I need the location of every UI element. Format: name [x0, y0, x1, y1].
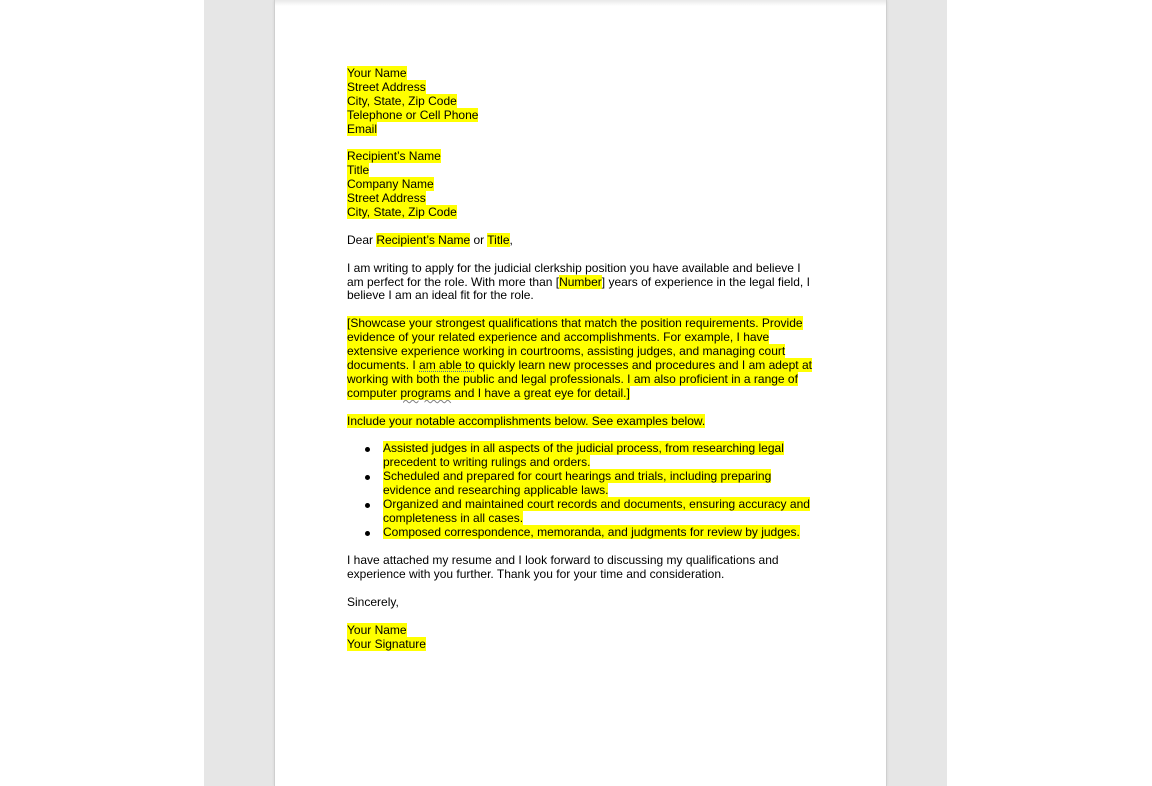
- sender-name: Your Name: [347, 66, 407, 80]
- bullet-line: precedent to writing rulings and orders.: [383, 455, 591, 470]
- accomplishments-intro-text: Include your notable accomplishments below. See examples below.: [347, 413, 706, 428]
- spelling-suggestion-programs[interactable]: programs: [400, 385, 452, 400]
- bullet-line: Organized and maintained court records and documents, ensuring accuracy and: [383, 497, 810, 512]
- bullet-line: Assisted judges in all aspects of the judicial process, from researching legal: [383, 441, 784, 456]
- salutation-title: Title: [487, 232, 510, 247]
- letter-content: [347, 67, 817, 665]
- sender-city-state-zip: City, State, Zip Code: [347, 93, 457, 108]
- showcase-line: extensive experience working in courtrooms, assisting judges, and managing court: [347, 344, 786, 359]
- grammar-suggestion-am-able-to[interactable]: am able to: [419, 357, 476, 372]
- showcase-line: working with both the public and legal professionals. I am also proficient in a range of: [347, 371, 798, 386]
- accomplishments-intro: [347, 415, 817, 429]
- intro-line: I am writing to apply for the judicial clerkship position you have available and believe I: [347, 260, 801, 275]
- recipient-name: Recipient’s Name: [347, 149, 441, 164]
- showcase-line-a: documents. I: [347, 357, 420, 372]
- showcase-line-b: quickly learn new processes and procedures and I am adept at: [475, 357, 812, 372]
- intro-line: believe I am an ideal fit for the role.: [347, 288, 534, 303]
- recipient-title: Title: [347, 163, 370, 178]
- intro-line-text: ] years of experience in the legal field, I: [601, 274, 810, 289]
- showcase-line: evidence of your related experience and accomplishments. For example, I have: [347, 330, 770, 345]
- sender-block: [347, 67, 817, 137]
- list-item: [347, 498, 817, 526]
- bullet-line: completeness in all cases.: [383, 511, 524, 526]
- showcase-line-a: computer: [347, 385, 401, 400]
- list-item: [347, 442, 817, 470]
- signature-block: [347, 624, 817, 652]
- signoff-text: Sincerely,: [347, 594, 399, 609]
- document-page[interactable]: [274, 0, 887, 786]
- recipient-street: Street Address: [347, 191, 426, 206]
- signature-line: Your Signature: [347, 636, 426, 651]
- bullet-line: Scheduled and prepared for court hearings and trials, including preparing: [383, 469, 772, 484]
- bullet-icon: [365, 447, 370, 452]
- salutation-or: or: [470, 232, 488, 247]
- sender-street: Street Address: [347, 79, 426, 94]
- closing-paragraph: [347, 554, 817, 582]
- bullet-icon: [365, 531, 370, 536]
- list-item: [347, 526, 817, 540]
- signature-name: Your Name: [347, 622, 407, 637]
- showcase-line-b: and I have a great eye for detail.]: [451, 385, 630, 400]
- bullet-line: Composed correspondence, memoranda, and judgments for review by judges.: [383, 525, 800, 540]
- sender-phone: Telephone or Cell Phone: [347, 107, 479, 122]
- salutation-suffix: ,: [509, 232, 513, 247]
- years-number-placeholder: Number: [559, 274, 602, 289]
- closing-line: I have attached my resume and I look forward to discussing my qualifications and: [347, 553, 779, 568]
- intro-paragraph: [347, 262, 817, 304]
- recipient-block: [347, 150, 817, 220]
- page-top-shadow: [275, 0, 886, 6]
- salutation-recipient-name: Recipient’s Name: [376, 232, 471, 247]
- showcase-paragraph: [347, 317, 817, 400]
- bullet-icon: [365, 475, 370, 480]
- signoff: [347, 596, 817, 610]
- salutation: [347, 234, 817, 248]
- bullet-line: evidence and researching applicable laws.: [383, 483, 609, 498]
- list-item: [347, 470, 817, 498]
- closing-line: experience with you further. Thank you for your time and consideration.: [347, 567, 725, 582]
- showcase-line: [Showcase your strongest qualifications that match the position requirements. Provide: [347, 316, 803, 331]
- intro-line-text: am perfect for the role. With more than [: [347, 274, 560, 289]
- bullet-icon: [365, 503, 370, 508]
- sender-email: Email: [347, 121, 378, 136]
- accomplishments-list: [347, 442, 817, 540]
- salutation-prefix: Dear: [347, 232, 377, 247]
- recipient-city-state-zip: City, State, Zip Code: [347, 205, 457, 220]
- recipient-company: Company Name: [347, 177, 434, 192]
